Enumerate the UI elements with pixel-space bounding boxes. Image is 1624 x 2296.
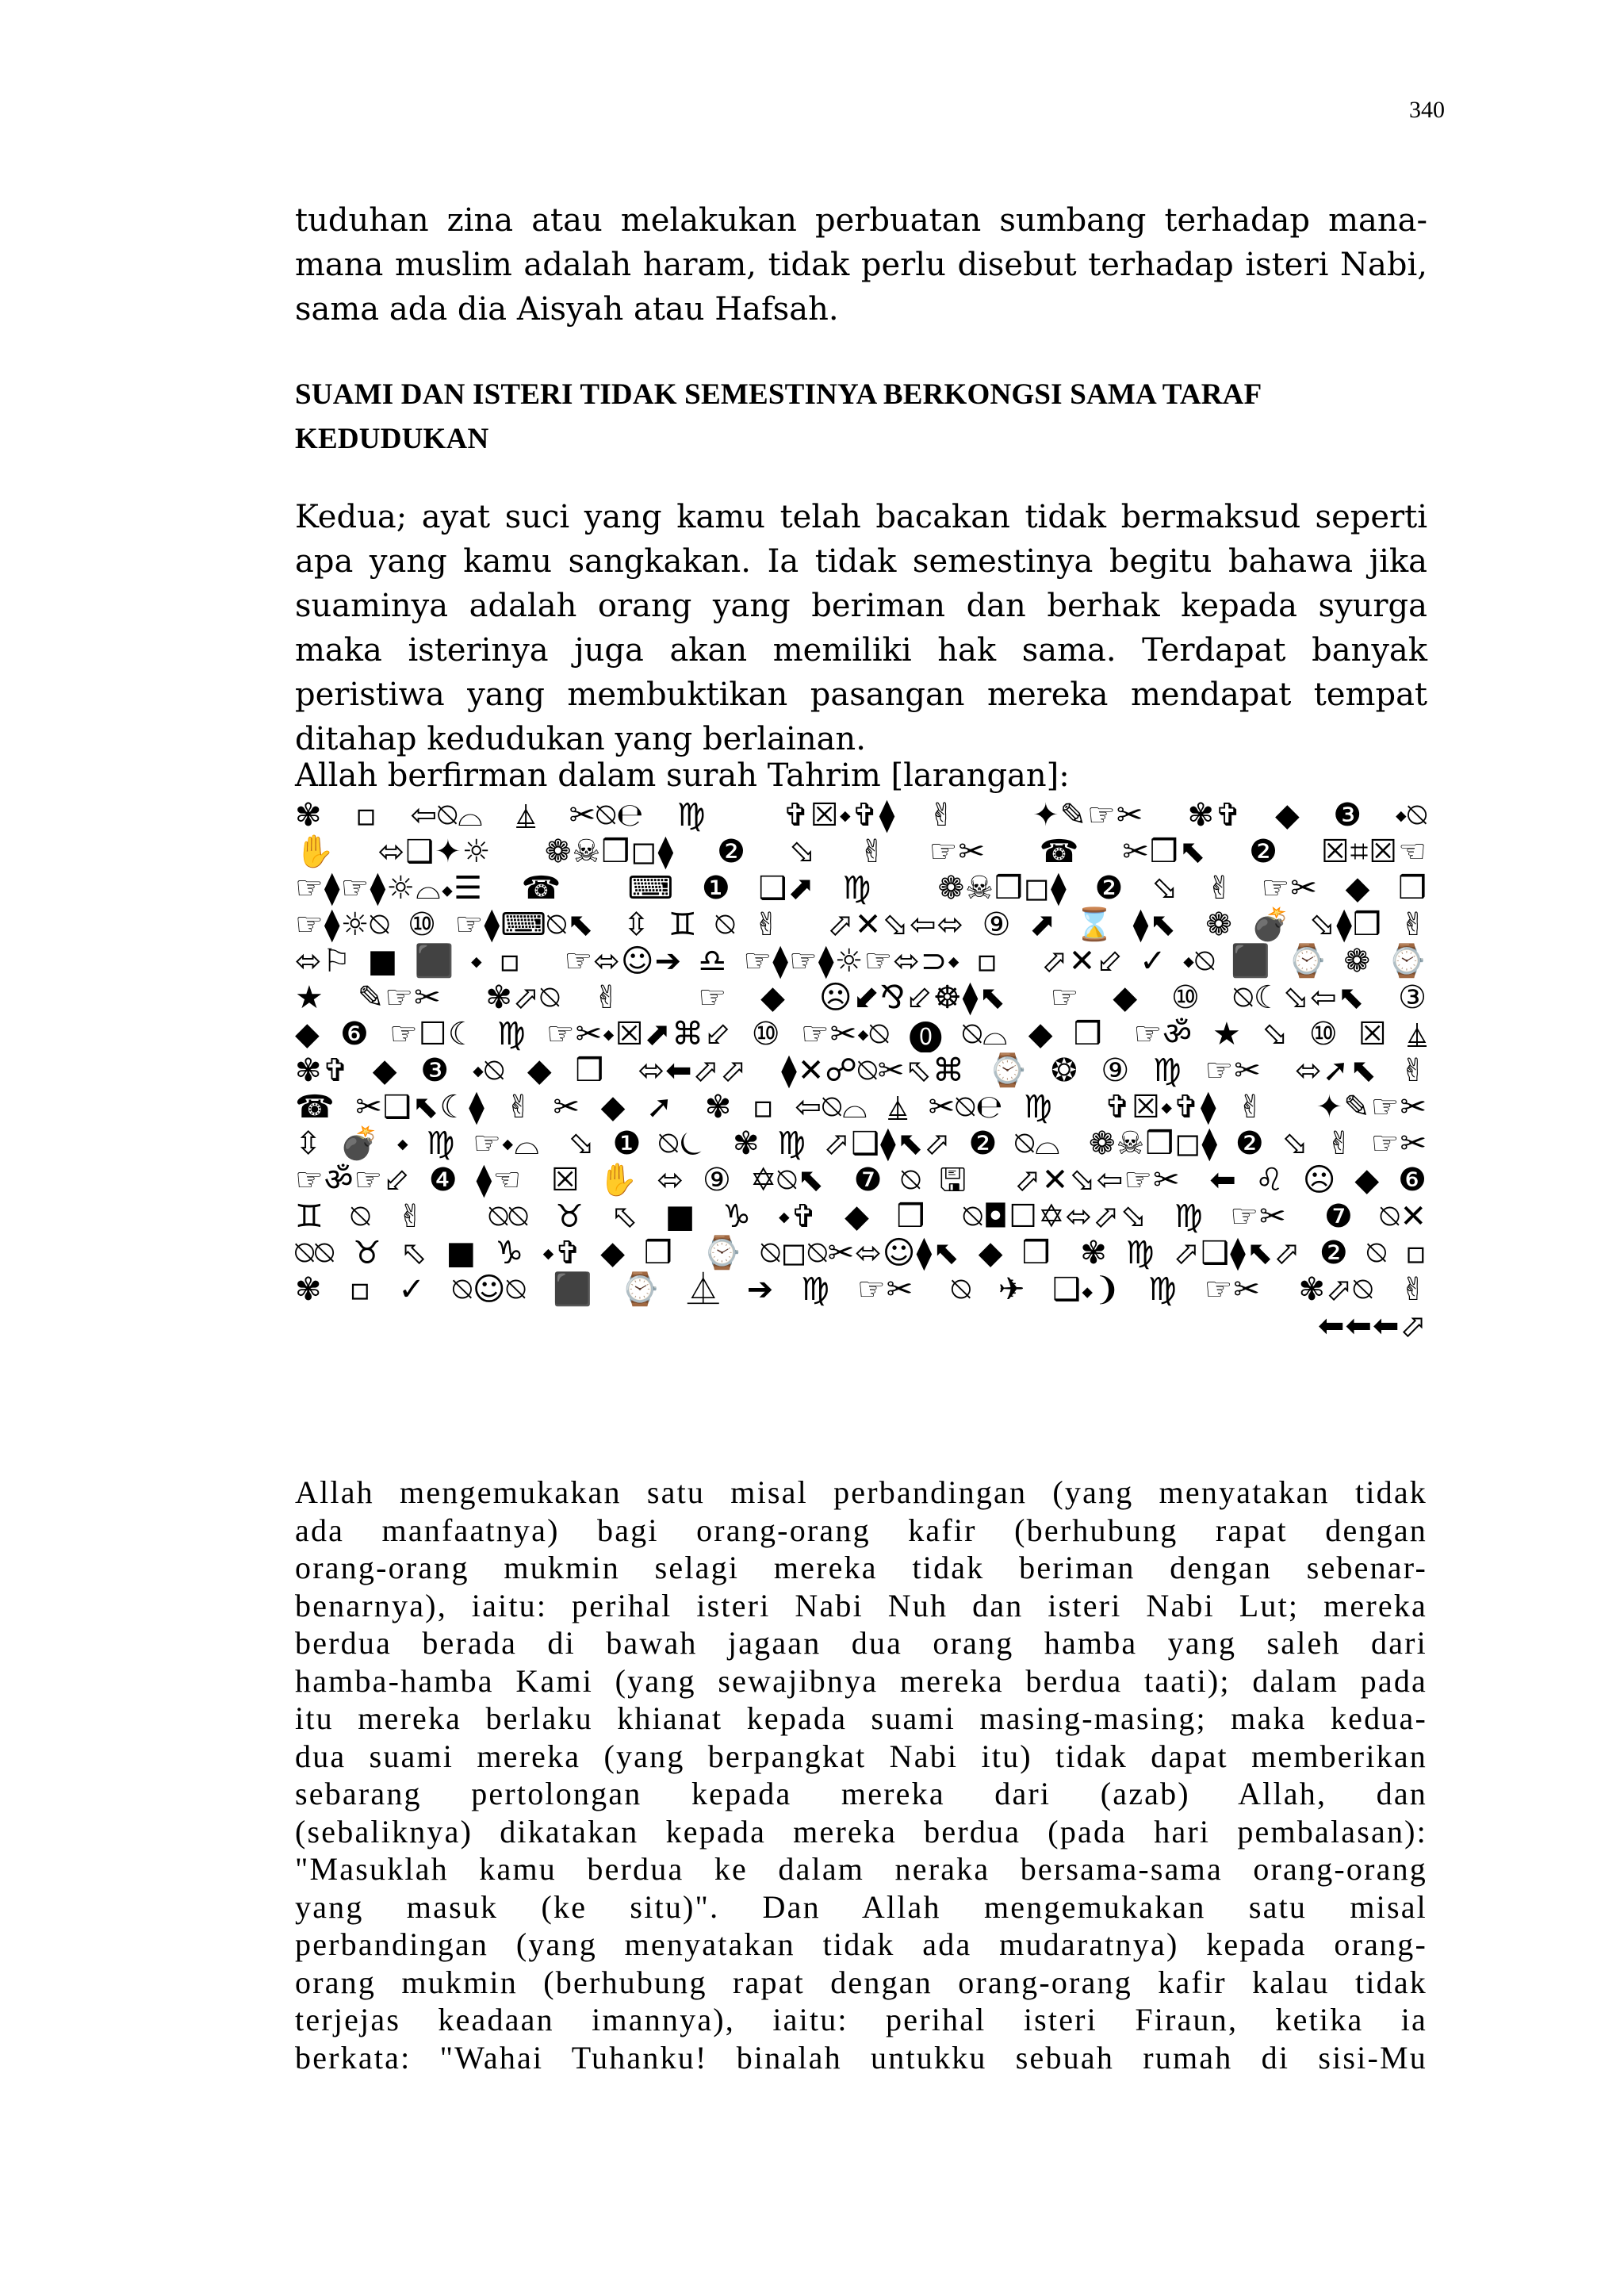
translation-line: yang masuk (ke situ)". Dan Allah mengemukakan satu misal — [295, 1888, 1427, 1925]
verse-translation — [295, 1474, 1427, 2076]
translation-line: hamba-hamba Kami (yang sewajibnya mereka berdua taati); dalam pada — [295, 1662, 1427, 1699]
translation-line: (sebaliknya) dikatakan kepada mereka berdua (pada hari pembalasan): — [295, 1813, 1427, 1849]
arabic-glyph-line: ⬄⚐■⬛⬩▫ ☞⬄☺➔♎☞⧫☞⧫☼☞⬄⊃⬩▫ ⬀✕⬃✓⬩⍉⬛⌚❁⌚ — [295, 943, 1427, 979]
arabic-glyph-line: ⇳💣⬩♍☞⬩⌓ ⬂❶⍉⏾ ✾♍⬀❑⧫⬉⬀❷⍉⌓ ❁☠❒◻⧫❷⬂✌☞✂ — [295, 1125, 1427, 1162]
arabic-glyph-line: ✋⬄❑✦☼ ❁☠❒◻⧫❷⬂✌☞✂ ☎✂❒⬉❷☒⌗☒☜ — [295, 834, 1427, 870]
translation-line: orang-orang mukmin selagi mereka tidak beriman dengan sebenar- — [295, 1550, 1427, 1585]
translation-line: itu mereka berlaku khianat kepada suami masing-masing; maka kedua- — [295, 1700, 1427, 1736]
arabic-glyph-line: ☞⧫☞⧫☼⌓⬩☰ ☎ ⌨❶❑⬈♍ ❁☠❒◻⧫❷⬂✌☞✂◆❒ — [295, 870, 1427, 907]
translation-line: dua suami mereka (yang berpangkat Nabi itu) tidak dapat memberikan — [295, 1738, 1427, 1774]
section-heading: SUAMI DAN ISTERI TIDAK SEMESTINYA BERKONGSI SAMA TARAF KEDUDUKAN — [295, 378, 1262, 455]
translation-line: terjejas keadaan imannya), iaitu: perihal isteri Firaun, ketika ia — [295, 2002, 1427, 2037]
arabic-glyph-line: ☞⧫☼⍉⑩☞⧫⌨⍉⬉ ⇳♊⍉✌ ⬀✕⬂⇦⬄⑨⬈⌛⧫⬉ ❁💣⬂⧫❒✌ — [295, 907, 1427, 943]
arabic-glyph-line: ✾▫✓⍉☺⍉⬛⌚⏅➔♍☞✂ ⍉✈❑⬩❩♍☞✂ ✾⬀⍉✌ — [295, 1271, 1427, 1308]
translation-line: berdua berada di bawah jagaan dua orang hamba yang saleh dari — [295, 1625, 1427, 1661]
quran-intro-line: Allah berfirman dalam surah Tahrim [larangan]: — [295, 757, 1070, 794]
arabic-glyph-line: ♊⍉✌ ⍉⍉♉⬁■♑⬩✞◆❒ ⍉◘☐✡⬄⬀⬂♍☞✂ ❼⍉✕ — [295, 1198, 1427, 1235]
translation-line: berkata: "Wahai Tuhanku! binalah untukku sebuah rumah di sisi-Mu — [295, 2039, 1427, 2076]
arabic-glyph-line: ☎✂❑⬉☾⧫✌✂◆➚ ✾▫⇦⍉⌓⏅✂⍉℮♍ ✞☒⬩✞⧫✌ ✦✎☞✂ — [295, 1089, 1427, 1125]
arabic-verse-block — [295, 797, 1427, 1344]
translation-line: perbandingan (yang menyatakan tidak ada mudaratnya) kepada orang- — [295, 1926, 1427, 1962]
arabic-glyph-line: ✾✞◆❸⬩⍉◆❒ ⬄⬅⬀⬀ ⧫✕☍⍉✂⬁⌘⌚❂⑨♍☞✂ ⬄➚⬉✌ — [295, 1052, 1427, 1089]
translation-line: ada manfaatnya) bagi orang-orang kafir (berhubung rapat dengan — [295, 1512, 1427, 1548]
translation-line: sebarang pertolongan kepada mereka dari (azab) Allah, dan — [295, 1776, 1427, 1811]
arabic-glyph-line: ★✎☞✂ ✾⬀⍉✌ ☞◆☹⬋⅋⬃☸⧫⬉ ☞◆⑩⍉☾⬂⇦⬉③ — [295, 979, 1427, 1016]
translation-line: benarnya), iaitu: perihal isteri Nabi Nuh dan isteri Nabi Lut; mereka — [295, 1587, 1427, 1623]
arabic-glyph-line: ✾▫⇦⍉⌓⏅✂⍉℮♍ ✞☒⬩✞⧫✌ ✦✎☞✂ ✾✞◆❸⬩⍉ — [295, 797, 1427, 834]
arabic-glyph-line: ◆❻☞☐☾♍☞✂⬩☒⬈⌘⬃⑩☞✂⬩⍉⓿⍉⌓◆❒ ☞ॐ★⬂⑩☒⏅ — [295, 1016, 1427, 1052]
translation-line: Allah mengemukakan satu misal perbandingan (yang menyatakan tidak — [295, 1474, 1427, 1510]
arabic-glyph-line: ⍉⍉♉⬁■♑⬩✞◆❒ ⌚⍉◻⍉✂⬄☺⧫⬉◆❒ ✾♍⬀❑⧫⬉⬀❷⍉▫ — [295, 1235, 1427, 1271]
intro-paragraph: tuduhan zina atau melakukan perbuatan sumbang terhadap mana-mana muslim adalah haram, tidak perlu disebut terhadap isteri Nabi, sama ada dia Aisyah atau Hafsah. — [295, 202, 1427, 328]
kedua-paragraph: Kedua; ayat suci yang kamu telah bacakan tidak bermaksud seperti apa yang kamu sangkakan. Ia tidak semestinya begitu bahawa jika suaminya adalah orang yang beriman dan berhak kepada syurga maka isterinya juga akan memiliki hak sama. Terdapat banyak peristiwa yang membuktikan pasangan mereka mendapat tempat ditahap kedudukan yang berlainan. — [295, 499, 1427, 757]
page-number: 340 — [1409, 97, 1445, 123]
arabic-glyph-line: ☞ॐ☞⬃❹⧫☜ ☒✋⬄⑨✡⍉⬉ ❼⍉🖫 ⬀✕⬂⇦☞✂ ⬅♌☹◆❻ — [295, 1162, 1427, 1198]
translation-line: orang mukmin (berhubung rapat dengan orang-orang kafir kalau tidak — [295, 1964, 1427, 2000]
arabic-glyph-line: ⬅⬅⬅⬀ — [1317, 1308, 1427, 1344]
translation-line: "Masuklah kamu berdua ke dalam neraka bersama-sama orang-orang — [295, 1851, 1427, 1887]
